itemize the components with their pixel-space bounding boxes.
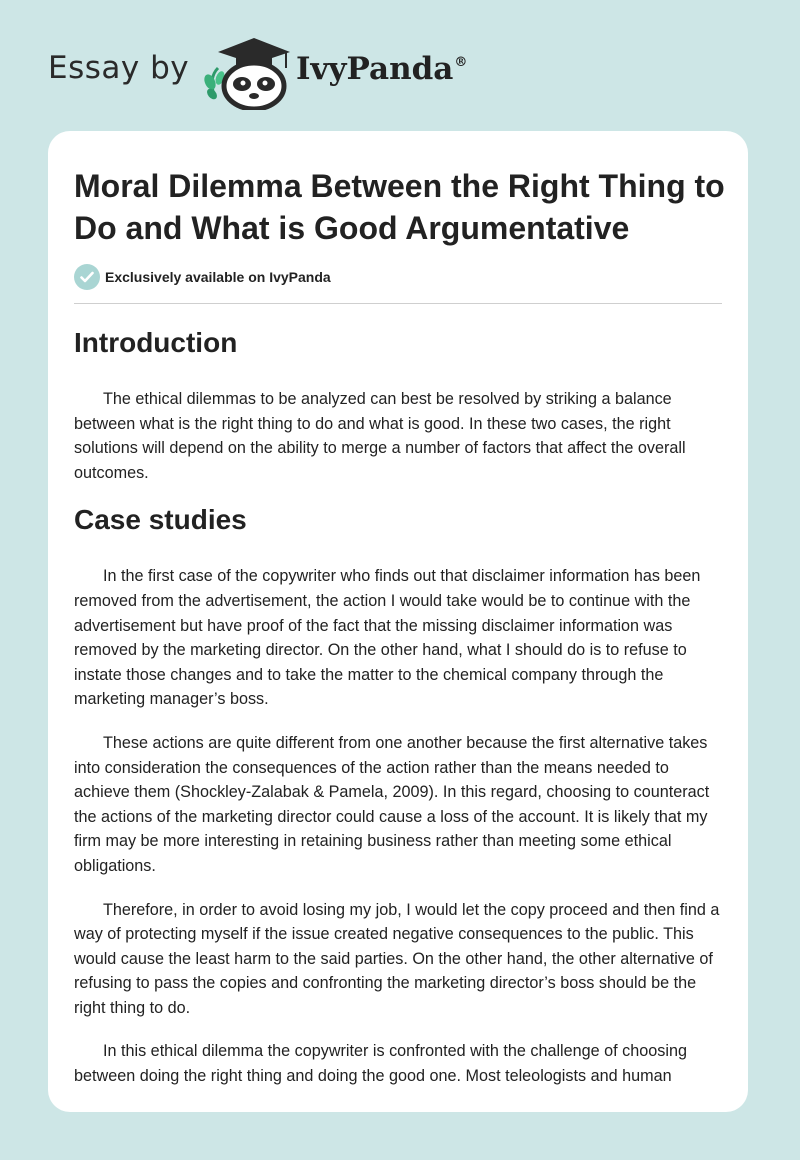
article-title: Moral Dilemma Between the Right Thing to Do and What is Good Argumentative <box>74 168 725 246</box>
site-header <box>0 0 800 130</box>
paragraph: The ethical dilemmas to be analyzed can best be resolved by striking a balance between what is the right thing to do and what is good. In these two cases, the right solutions will depend on the ability to merge a number of factors that affect the overall outcomes. <box>74 390 686 482</box>
exclusive-badge <box>74 264 331 290</box>
paragraph: In this ethical dilemma the copywriter is confronted with the challenge of choosing between doing the right thing and doing the good one. Most teleologists and human <box>74 1042 687 1086</box>
check-circle-icon <box>74 264 100 290</box>
article-card <box>48 131 748 1112</box>
registered-mark: ® <box>454 55 468 70</box>
paragraph: These actions are quite different from one another because the first alternative takes into consideration the consequences of the action rather than the means needed to achieve them (Shockley-Zalabak & Pamela, 2009). In this regard, choosing to counteract the actions of the marketing director could cause a loss of the account. It is likely that my firm may be more interesting in retaining business rather than meeting some ethical obligations. <box>74 733 710 875</box>
panda-graduate-icon[interactable] <box>200 34 292 110</box>
article-body <box>74 323 724 1089</box>
section-heading-case-studies: Case studies <box>74 504 247 536</box>
paragraph: Therefore, in order to avoid losing my job, I would let the copy proceed and then find a way of protecting myself if the issue created negative consequences to the public. This would cause the least harm to the said parties. On the other hand, the other alternative of refusing to pass the copies and confronting the marketing director’s boss should be the right thing to do. <box>74 900 720 1017</box>
brand-name[interactable] <box>296 51 467 87</box>
badge-label: Exclusively available on IvyPanda <box>105 269 331 285</box>
paragraph: In the first case of the copywriter who finds out that disclaimer information has been removed from the advertisement, the action I would take would be to continue with the advertisement but have proof of the fact that the missing disclaimer information was removed by the marketing director. On the other hand, what I should do is to refuse to instate those changes and to take the matter to the chemical company through the marketing manager’s boss. <box>74 567 701 709</box>
section-heading-introduction: Introduction <box>74 327 238 358</box>
divider <box>74 303 722 304</box>
brand-text: IvyPanda <box>296 51 454 87</box>
essay-by-label: Essay by <box>48 50 190 86</box>
